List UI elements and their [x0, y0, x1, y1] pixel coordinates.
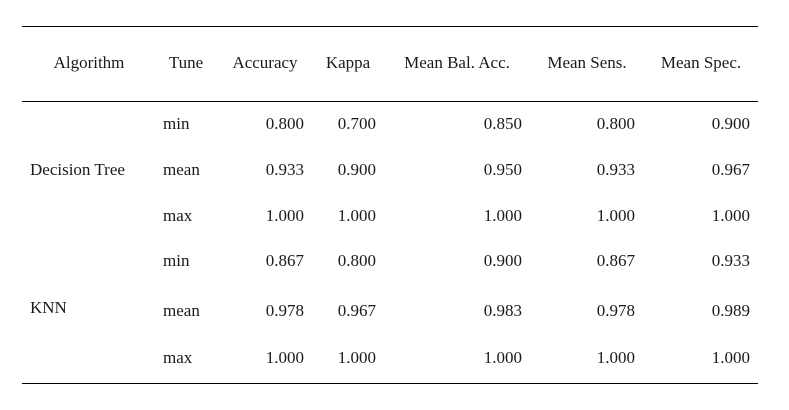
table-bottom-rule [22, 383, 758, 384]
table-cell-mean-bal-acc: 0.850 [483, 114, 522, 133]
table-cell-mean-bal-acc: 0.900 [483, 251, 522, 270]
table-cell-accuracy: 1.000 [265, 206, 304, 225]
table-cell-mean-bal-acc: 0.983 [483, 301, 522, 320]
table-cell-accuracy: 1.000 [265, 348, 304, 367]
table-cell-kappa: 0.700 [337, 114, 376, 133]
group-label-decision-tree: Decision Tree [30, 160, 125, 179]
table-cell-mean-sens: 0.933 [596, 160, 635, 179]
table-cell-kappa: 0.800 [337, 251, 376, 270]
table-cell-mean-sens: 1.000 [596, 348, 635, 367]
table-cell-accuracy: 0.978 [265, 301, 304, 320]
header-mean-bal-acc: Mean Bal. Acc. [404, 53, 510, 72]
table-cell-mean-bal-acc: 0.950 [483, 160, 522, 179]
table-cell-mean-spec: 0.933 [711, 251, 750, 270]
header-mean-sens: Mean Sens. [547, 53, 627, 72]
table-cell-tune: min [163, 114, 190, 133]
table-header-rule [22, 101, 758, 102]
table-cell-mean-spec: 1.000 [711, 206, 750, 225]
table-cell-mean-spec: 1.000 [711, 348, 750, 367]
table-cell-mean-sens: 0.978 [596, 301, 635, 320]
table-cell-mean-spec: 0.989 [711, 301, 750, 320]
table-cell-tune: max [163, 348, 193, 367]
table-cell-mean-spec: 0.967 [711, 160, 750, 179]
table-cell-tune: min [163, 251, 190, 270]
table-cell-tune: mean [163, 301, 200, 320]
header-accuracy: Accuracy [232, 53, 298, 72]
header-tune: Tune [168, 53, 204, 72]
table-cell-mean-sens: 0.800 [596, 114, 635, 133]
table-cell-accuracy: 0.800 [265, 114, 304, 133]
header-algorithm: Algorithm [53, 53, 125, 72]
table-cell-accuracy: 0.933 [265, 160, 304, 179]
table-cell-kappa: 0.967 [337, 301, 376, 320]
group-label-knn: KNN [30, 298, 67, 317]
header-mean-spec: Mean Spec. [660, 53, 742, 72]
table-cell-tune: max [163, 206, 193, 225]
table-cell-mean-bal-acc: 1.000 [483, 348, 522, 367]
table-cell-mean-sens: 1.000 [596, 206, 635, 225]
header-kappa: Kappa [325, 53, 371, 72]
table-cell-kappa: 1.000 [337, 206, 376, 225]
table-cell-kappa: 0.900 [337, 160, 376, 179]
table-cell-accuracy: 0.867 [265, 251, 304, 270]
table-top-rule [22, 26, 758, 27]
table-cell-mean-spec: 0.900 [711, 114, 750, 133]
table-cell-kappa: 1.000 [337, 348, 376, 367]
table-cell-mean-bal-acc: 1.000 [483, 206, 522, 225]
table-cell-mean-sens: 0.867 [596, 251, 635, 270]
table-cell-tune: mean [163, 160, 200, 179]
